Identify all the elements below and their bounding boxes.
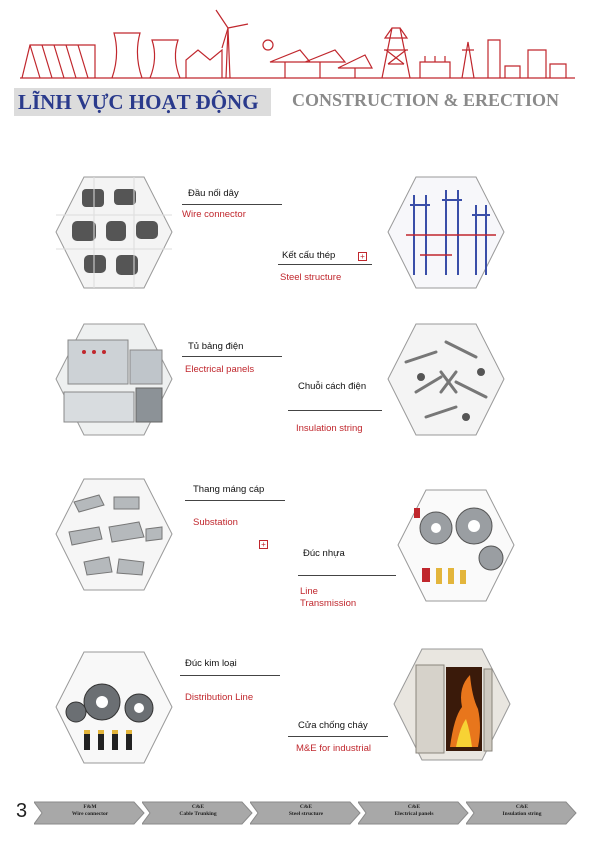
section-label-en: M&E for industrial	[296, 743, 371, 754]
nav-top-label: F&M	[83, 804, 97, 810]
section-label-en: Distribution Line	[185, 692, 254, 703]
section-label-vn: Đúc nhựa	[303, 548, 345, 559]
divider-line	[182, 356, 282, 357]
section-label-vn: Chuỗi cách điện	[298, 381, 367, 392]
plastic-gears-photo-icon	[396, 488, 516, 603]
electrical-panels-photo-icon	[54, 322, 174, 437]
nav-top-label: C&E	[515, 804, 529, 810]
nav-top-label: C&E	[191, 804, 205, 810]
section-label-en: Wire connector	[182, 209, 246, 220]
divider-line	[182, 204, 282, 205]
metal-gears-photo-icon	[54, 650, 174, 765]
nav-bottom-label: Wire connector	[71, 811, 109, 817]
expand-plus-icon[interactable]: +	[259, 540, 268, 549]
section-label-en: Steel structure	[280, 272, 342, 283]
footer-nav-item-electrical-panels[interactable]	[358, 800, 470, 826]
section-label-en: Substation	[193, 517, 238, 528]
divider-line	[288, 410, 382, 411]
page-title-english: CONSTRUCTION & ERECTION	[292, 90, 560, 110]
section-label-vn: Tủ bảng điện	[188, 341, 244, 352]
divider-line	[288, 736, 388, 737]
footer-nav-item-cable-trunking[interactable]	[142, 800, 254, 826]
fire-door-photo-icon	[392, 647, 512, 762]
footer-nav-item-wire-connector[interactable]	[34, 800, 146, 826]
nav-bottom-label: Cable Trunking	[179, 811, 217, 817]
divider-line	[185, 500, 285, 501]
divider-line	[298, 575, 396, 576]
divider-line	[278, 264, 372, 265]
section-label-en-line2: Transmission	[300, 598, 357, 609]
section-label-vn: Đầu nối dây	[188, 188, 239, 199]
nav-top-label: C&E	[407, 804, 421, 810]
section-label-en: Insulation string	[296, 423, 363, 434]
section-label-en-line1: Line	[300, 586, 318, 597]
section-label-en: Electrical panels	[185, 364, 255, 375]
section-label-vn: Kết cấu thép	[282, 250, 336, 261]
nav-bottom-label: Electrical panels	[394, 811, 434, 817]
nav-bottom-label: Insulation string	[502, 811, 542, 817]
nav-top-label: C&E	[299, 804, 313, 810]
nav-bottom-label: Steel structure	[288, 811, 324, 817]
page-title-vietnamese: LĨNH VỰC HOẠT ĐỘNG	[14, 88, 271, 116]
section-label-vn: Đúc kim loại	[185, 658, 237, 669]
footer-nav-item-insulation-string[interactable]	[466, 800, 578, 826]
steel-structure-photo-icon	[386, 175, 506, 290]
footer-nav	[34, 800, 582, 828]
page-number: 3	[16, 800, 28, 822]
divider-line	[180, 675, 280, 676]
section-label-vn: Cửa chống cháy	[298, 720, 368, 731]
power-industry-banner-icon	[0, 0, 596, 90]
insulation-string-photo-icon	[386, 322, 506, 437]
section-label-vn: Thang máng cáp	[193, 484, 265, 495]
expand-plus-icon[interactable]: +	[358, 252, 367, 261]
wire-connector-photo-icon	[54, 175, 174, 290]
footer-nav-item-steel-structure[interactable]	[250, 800, 362, 826]
cable-tray-photo-icon	[54, 477, 174, 592]
